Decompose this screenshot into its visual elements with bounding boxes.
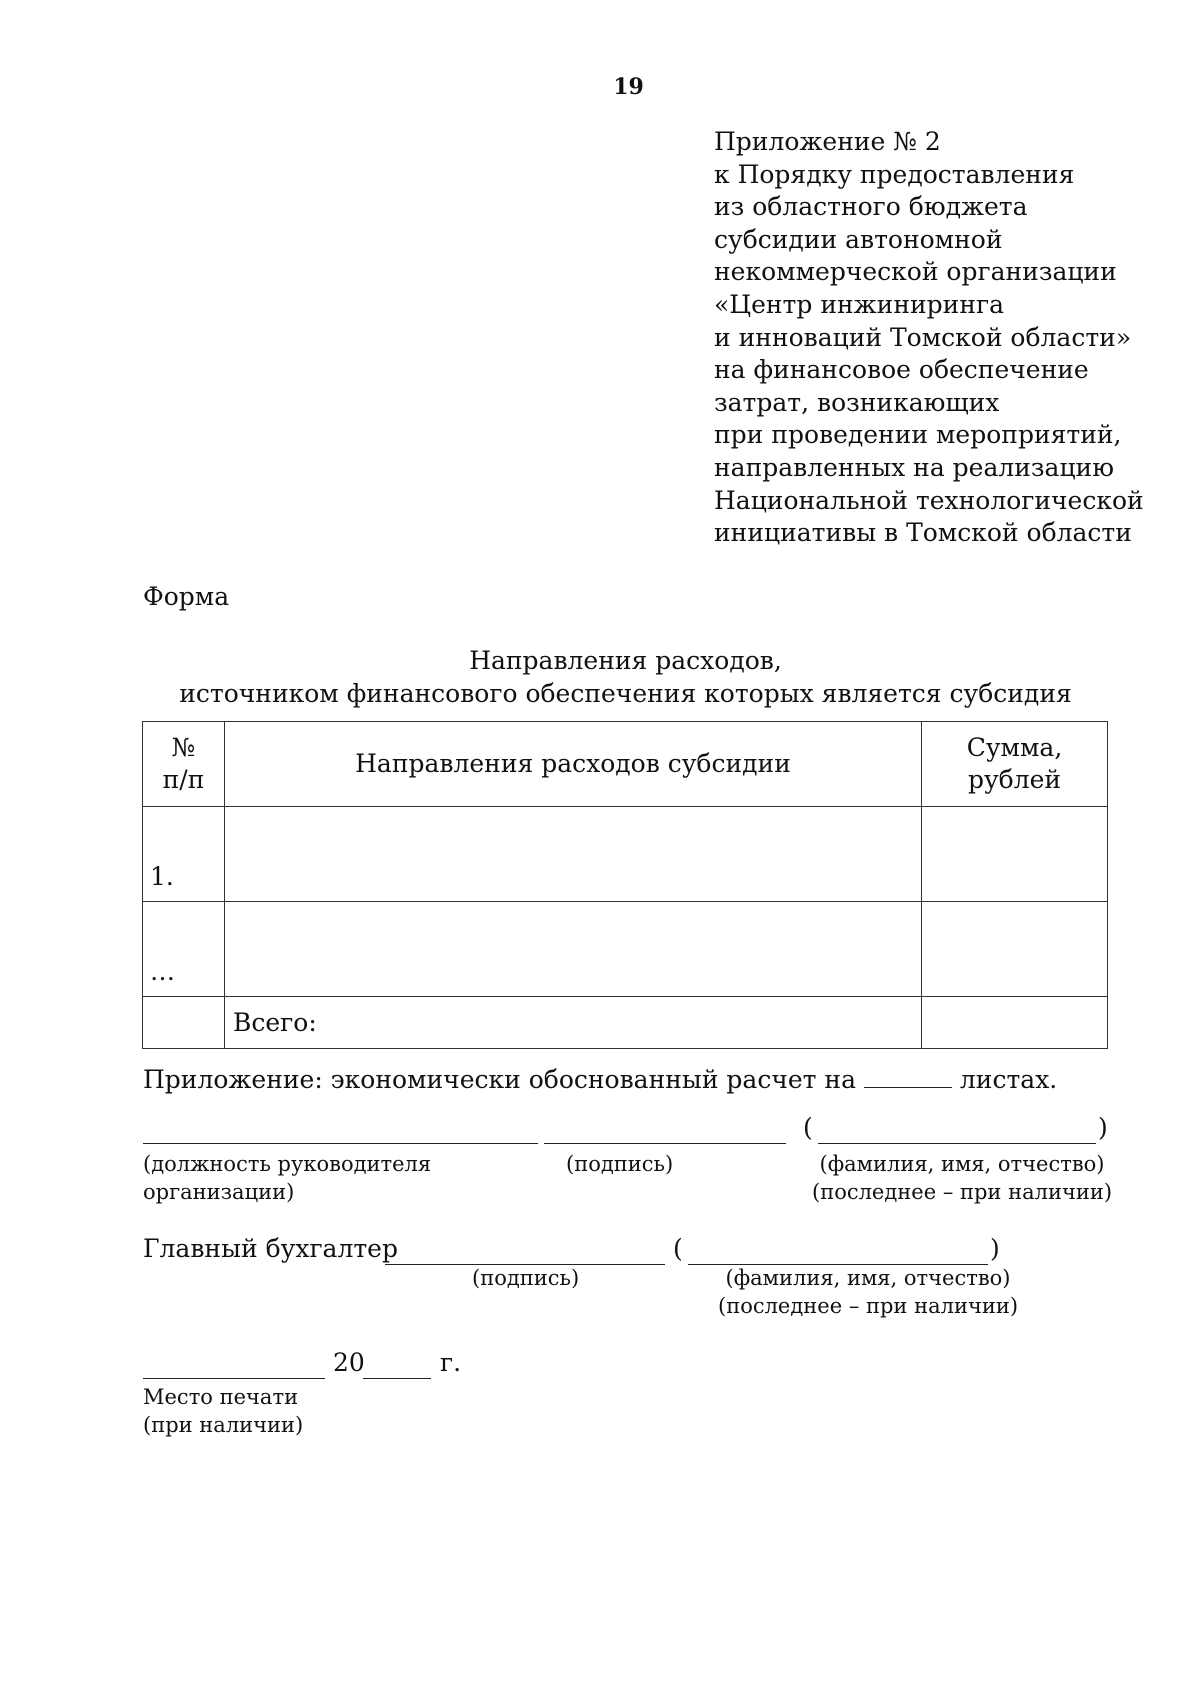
header-sum: [922, 722, 1108, 807]
document-title: [143, 644, 1108, 710]
name-open-paren: (: [803, 1113, 813, 1142]
name-caption: [812, 1150, 1112, 1206]
page-number: 19: [613, 74, 644, 100]
name-close-paren: ): [1098, 1113, 1108, 1142]
expenses-table: [142, 721, 1108, 1049]
row-number: …: [143, 902, 225, 997]
accountant-name-caption: [718, 1264, 1018, 1320]
accountant-open-paren: (: [673, 1234, 683, 1263]
name-caption-line-2: (последнее – при наличии): [812, 1180, 1113, 1204]
accountant-name-caption-line-1: (фамилия, имя, отчество): [725, 1266, 1011, 1290]
table-row: [143, 807, 1108, 902]
appendix-line: субсидии автономной: [714, 224, 1003, 254]
signature-caption: (подпись): [566, 1152, 674, 1176]
form-label: Форма: [143, 582, 230, 611]
attachment-line: [143, 1065, 1057, 1094]
name-caption-line-1: (фамилия, имя, отчество): [819, 1152, 1105, 1176]
total-label: Всего:: [225, 997, 922, 1049]
appendix-line: Национальной технологической: [714, 485, 1144, 515]
accountant-name-blank: [688, 1234, 988, 1265]
table-row: [143, 902, 1108, 997]
position-blank: [143, 1113, 538, 1144]
stamp-caption-line-1: Место печати: [143, 1385, 299, 1409]
stamp-caption: [143, 1383, 303, 1439]
header-sum-line-2: рублей: [967, 765, 1062, 794]
position-caption: [143, 1150, 431, 1206]
attachment-suffix: листах.: [959, 1065, 1058, 1094]
header-number: [143, 722, 225, 807]
total-sum-cell: [922, 997, 1108, 1049]
accountant-close-paren: ): [990, 1234, 1000, 1263]
title-line-1: Направления расходов,: [469, 646, 782, 675]
total-number-cell: [143, 997, 225, 1049]
stamp-caption-line-2: (при наличии): [143, 1413, 304, 1437]
table-total-row: [143, 997, 1108, 1049]
appendix-line: инициативы в Томской области: [714, 518, 1132, 548]
year-suffix: г.: [440, 1348, 462, 1377]
position-caption-line-2: организации): [143, 1180, 295, 1204]
accountant-signature-caption: (подпись): [472, 1266, 580, 1290]
header-direction: Направления расходов субсидии: [225, 722, 922, 807]
accountant-signature-blank: [385, 1234, 665, 1265]
row-sum: [922, 902, 1108, 997]
header-number-text: п/п: [162, 765, 205, 794]
row-direction: [225, 902, 922, 997]
appendix-line: направленных на реализацию: [714, 452, 1114, 482]
sheets-count-blank: [864, 1087, 952, 1088]
table-header-row: [143, 722, 1108, 807]
attachment-prefix: Приложение: экономически обоснованный расчет на: [143, 1065, 857, 1094]
title-line-2: источником финансового обеспечения которых является субсидия: [179, 679, 1072, 708]
row-number: 1.: [143, 807, 225, 902]
appendix-line: к Порядку предоставления: [714, 159, 1075, 189]
row-sum: [922, 807, 1108, 902]
signature-blank: [544, 1113, 786, 1144]
position-caption-line-1: (должность руководителя: [143, 1152, 432, 1176]
accountant-name-caption-line-2: (последнее – при наличии): [718, 1294, 1019, 1318]
appendix-line: Приложение № 2: [714, 127, 941, 156]
appendix-line: и инноваций Томской области»: [714, 322, 1132, 352]
date-blank: [143, 1348, 325, 1379]
header-number-symbol: №: [171, 733, 196, 762]
accountant-label: Главный бухгалтер: [143, 1234, 398, 1263]
appendix-line: из областного бюджета: [714, 192, 1028, 222]
appendix-line: «Центр инжиниринга: [714, 289, 1004, 319]
appendix-header: [714, 126, 1144, 550]
name-blank: [818, 1113, 1096, 1144]
year-blank: [363, 1348, 431, 1379]
appendix-line: затрат, возникающих: [714, 387, 1000, 417]
header-sum-line-1: Сумма,: [966, 733, 1063, 762]
appendix-line: при проведении мероприятий,: [714, 420, 1122, 450]
year-prefix: 20: [333, 1348, 365, 1377]
appendix-line: на финансовое обеспечение: [714, 355, 1089, 385]
row-direction: [225, 807, 922, 902]
appendix-line: некоммерческой организации: [714, 257, 1117, 287]
